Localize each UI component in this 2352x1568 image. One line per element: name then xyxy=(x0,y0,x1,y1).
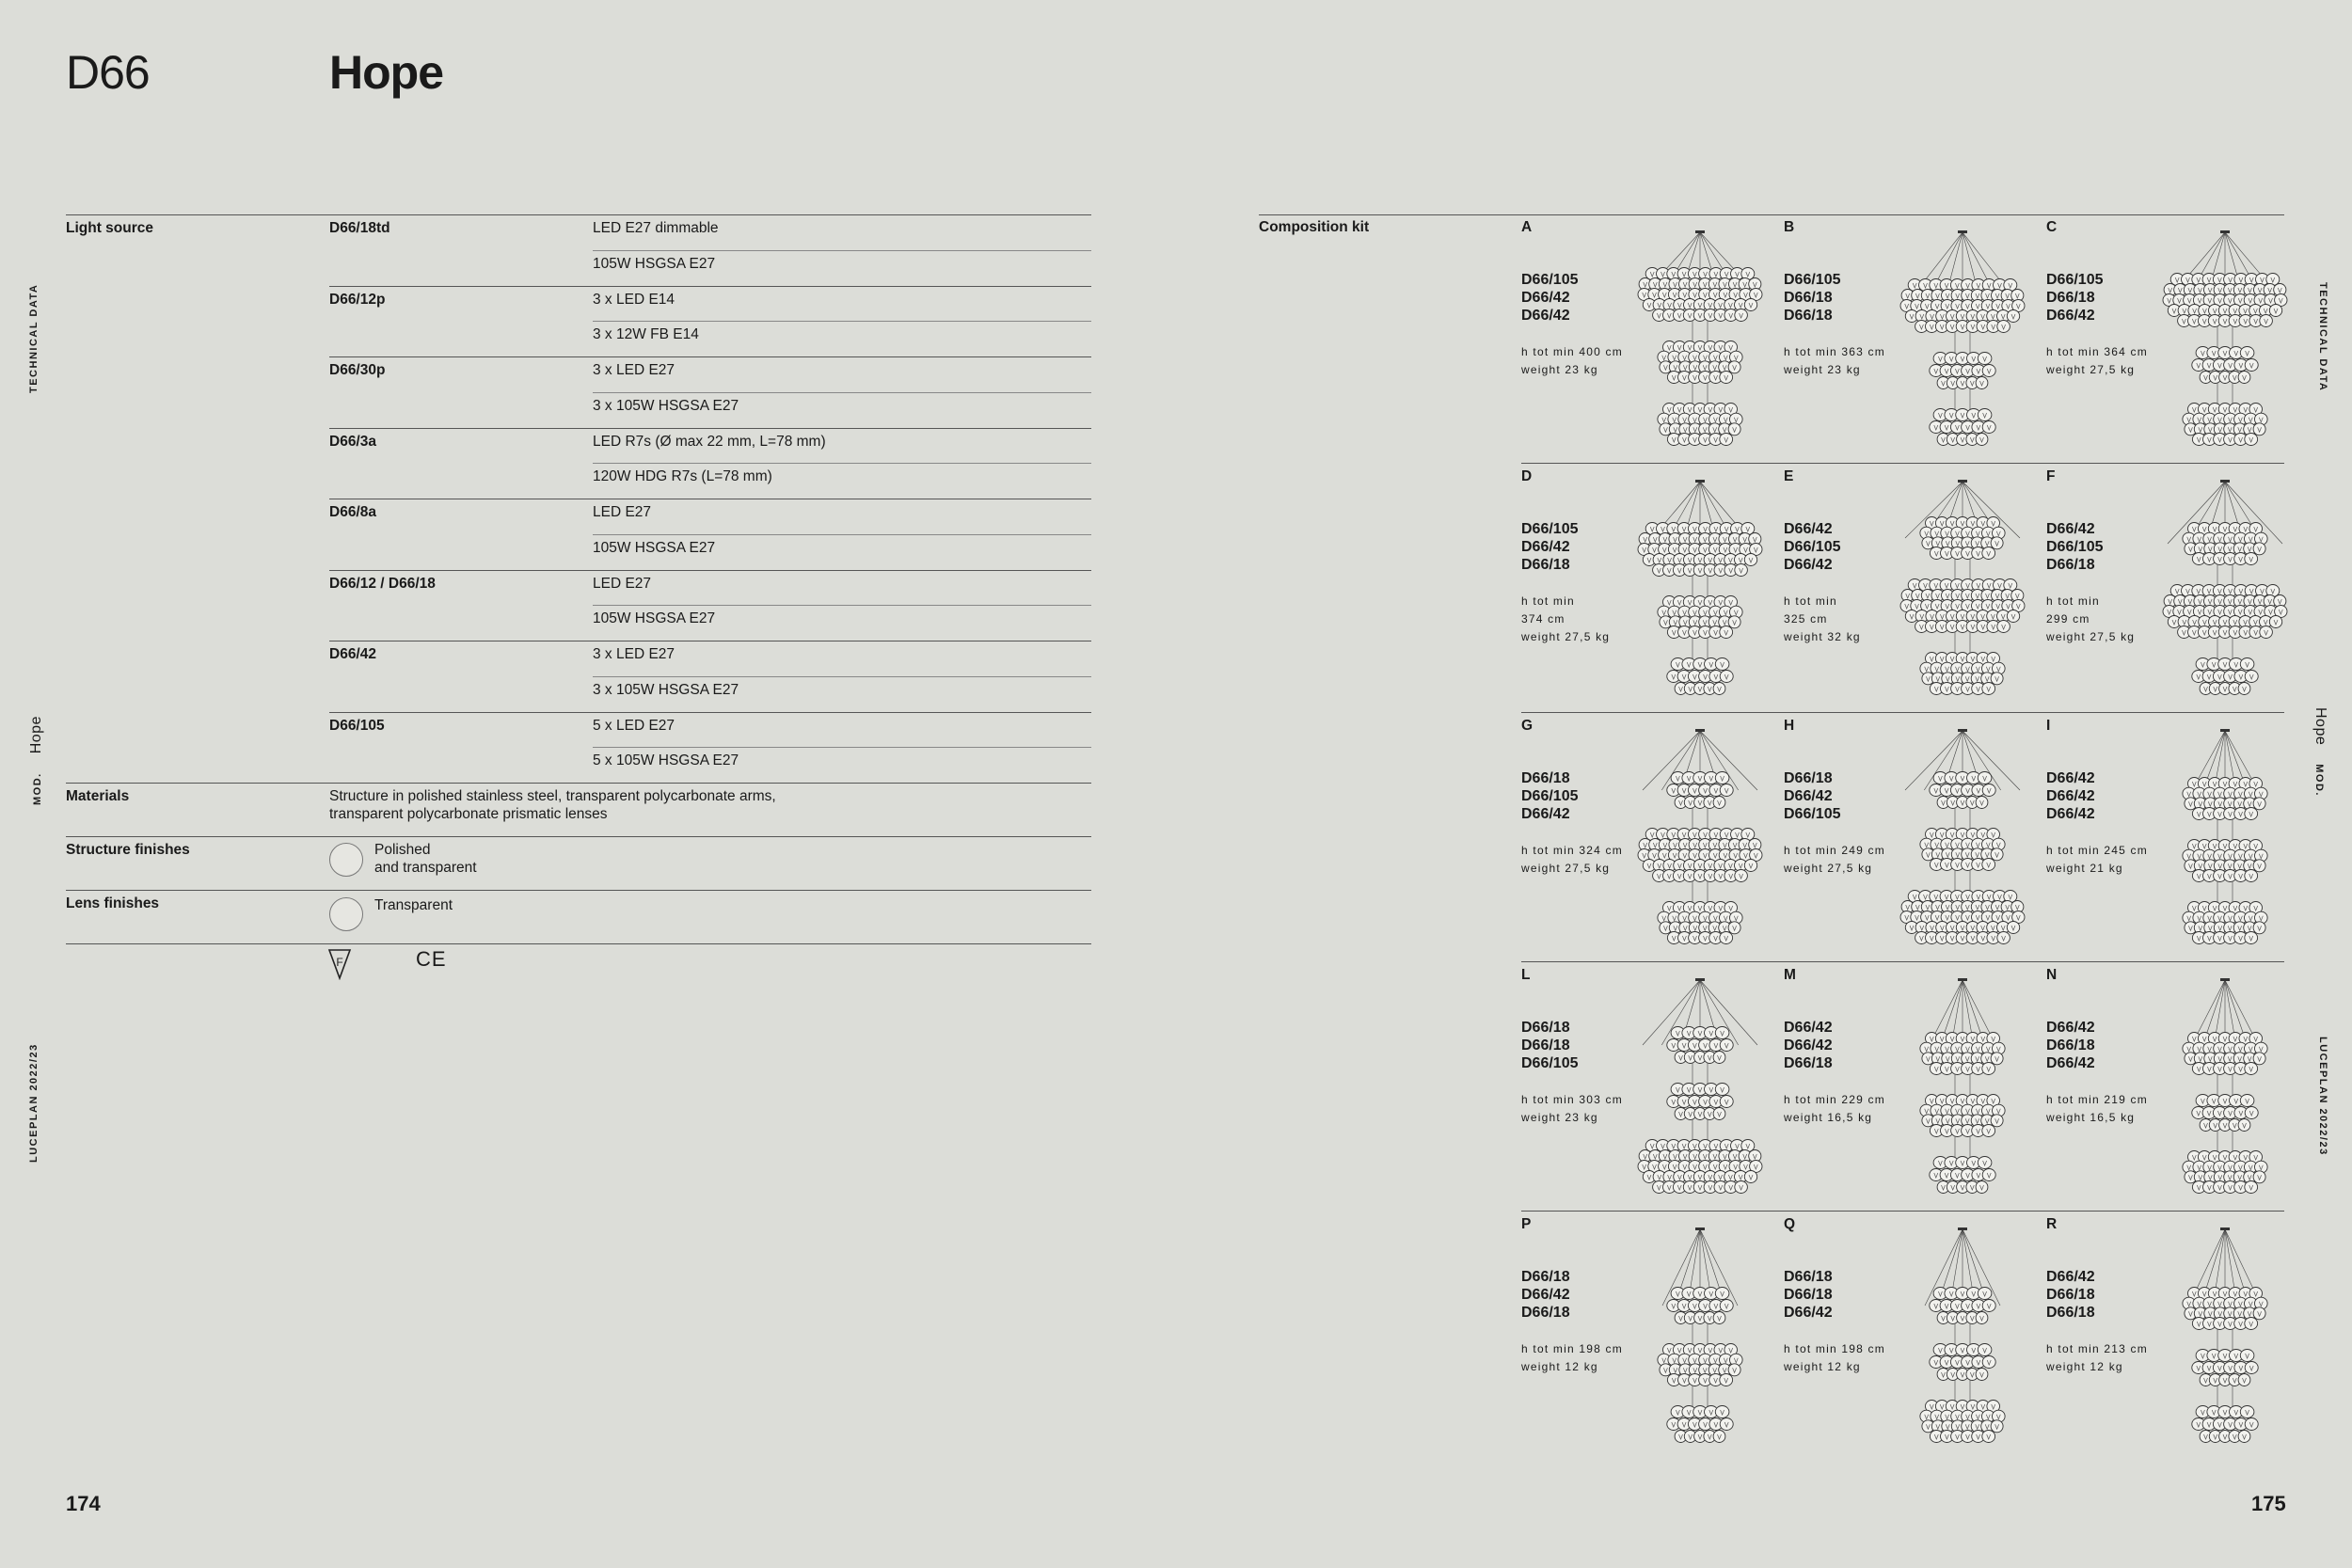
kit-modules xyxy=(2046,1268,2095,1322)
kit-module: D66/105 xyxy=(2046,539,2104,555)
materials-line-2: transparent polycarbonate prismatic lenses xyxy=(329,806,608,822)
f-mark-letter: F xyxy=(336,956,343,969)
lamp-tier xyxy=(2192,1095,2258,1132)
table-top-rule xyxy=(66,214,1091,215)
kit-module: D66/105 xyxy=(1784,806,1841,822)
lamp-tier xyxy=(1658,1344,1742,1386)
kit-spec: 299 cm xyxy=(2046,612,2090,626)
light-source-item: 120W HDG R7s (L=78 mm) xyxy=(593,468,772,485)
kit-module: D66/18 xyxy=(2046,1305,2095,1321)
pendant-lamp-drawing xyxy=(1634,478,1766,700)
lamp-tier xyxy=(1920,1401,2005,1443)
kit-spec: weight 27,5 kg xyxy=(2046,630,2136,643)
kit-letter: A xyxy=(1521,219,1533,235)
pendant-lamp-drawing xyxy=(1897,1226,2028,1448)
kit-spec: h tot min 229 cm xyxy=(1784,1093,1885,1106)
kit-modules xyxy=(2046,769,2095,823)
pendant-lamp-drawing xyxy=(2159,1226,2291,1448)
pendant-lamp-drawing xyxy=(1634,976,1766,1198)
lamp-tier xyxy=(1667,1406,1733,1443)
light-source-item: 3 x 12W FB E14 xyxy=(593,326,699,343)
kit-module: D66/105 xyxy=(1784,272,1841,288)
kit-letter: D xyxy=(1521,468,1533,484)
light-source-item: 5 x LED E27 xyxy=(593,717,675,734)
lamp-tier xyxy=(1930,772,1995,809)
kit-module: D66/42 xyxy=(1521,539,1570,555)
kit-row-rule xyxy=(2046,961,2284,962)
lens-finishes-label: Lens finishes xyxy=(66,895,160,911)
kit-module: D66/42 xyxy=(1784,1020,1833,1036)
kit-module: D66/18 xyxy=(2046,1287,2095,1303)
item-rule xyxy=(593,392,1091,393)
kit-module: D66/18 xyxy=(1521,1305,1570,1321)
kit-spec: weight 27,5 kg xyxy=(1521,630,1611,643)
lamp-tier xyxy=(2163,274,2287,327)
composition-kit-item xyxy=(1521,967,1785,1215)
lamp-tier xyxy=(1667,1027,1733,1064)
kit-modules xyxy=(1521,271,1579,325)
lens-rule xyxy=(66,890,1091,891)
kit-module: D66/18 xyxy=(1784,1055,1833,1071)
lens-finish-value: Transparent xyxy=(374,897,453,913)
kit-spec: h tot min 364 cm xyxy=(2046,345,2148,358)
kit-letter: E xyxy=(1784,468,1794,484)
composition-kit-item xyxy=(1521,219,1785,467)
kit-module: D66/42 xyxy=(2046,1269,2095,1285)
lamp-tier xyxy=(1930,353,1995,389)
kit-module: D66/42 xyxy=(2046,788,2095,804)
kit-module: D66/18 xyxy=(1521,1269,1570,1285)
composition-kit-item xyxy=(2046,1216,2310,1465)
kit-module: D66/42 xyxy=(1521,1287,1570,1303)
kit-spec: weight 32 kg xyxy=(1784,630,1861,643)
kit-module: D66/18 xyxy=(1784,1269,1833,1285)
lamp-tier xyxy=(2183,840,2267,882)
kit-module: D66/42 xyxy=(1784,557,1833,573)
lamp-tier xyxy=(1900,279,2025,333)
group-rule xyxy=(329,356,1091,357)
kit-specs xyxy=(1784,1340,1885,1376)
kit-specs xyxy=(1784,842,1885,878)
kit-spec: weight 12 kg xyxy=(1521,1360,1598,1373)
kit-module: D66/105 xyxy=(1521,272,1579,288)
kit-spec: weight 27,5 kg xyxy=(2046,363,2136,376)
kit-specs xyxy=(1521,343,1623,379)
kit-spec: h tot min 249 cm xyxy=(1784,844,1885,857)
group-rule xyxy=(329,286,1091,287)
kit-row-rule xyxy=(1784,961,2046,962)
lamp-tier xyxy=(1920,653,2005,695)
light-source-item: 105W HSGSA E27 xyxy=(593,610,716,627)
composition-kit-item xyxy=(2046,219,2310,467)
item-rule xyxy=(593,605,1091,606)
light-source-model: D66/105 xyxy=(329,717,385,734)
kit-modules xyxy=(2046,1019,2095,1072)
light-source-item: 3 x LED E27 xyxy=(593,646,675,662)
light-source-item: LED E27 xyxy=(593,575,652,592)
kit-row-rule xyxy=(1521,961,1784,962)
lamp-tier xyxy=(1930,409,1995,446)
mod-label: MOD. xyxy=(32,772,43,805)
composition-kit-item xyxy=(1521,1216,1785,1465)
light-source-model: D66/8a xyxy=(329,504,376,520)
materials-rule xyxy=(66,783,1091,784)
product-code: D66 xyxy=(66,46,150,99)
lamp-tier xyxy=(2192,347,2258,384)
lamp-tier xyxy=(1920,829,2005,871)
kit-spec: weight 23 kg xyxy=(1784,363,1861,376)
kit-module: D66/18 xyxy=(2046,290,2095,306)
composition-kit-item xyxy=(2046,967,2310,1215)
lamp-tier xyxy=(1930,1344,1995,1381)
kit-letter: N xyxy=(2046,967,2058,983)
kit-letter: P xyxy=(1521,1216,1532,1232)
kit-top-rule xyxy=(1259,214,2284,215)
light-source-item: 3 x 105W HSGSA E27 xyxy=(593,397,739,414)
lamp-tier xyxy=(1658,596,1742,639)
mod-name: Hope xyxy=(2312,707,2328,746)
kit-row-rule xyxy=(1521,1211,1784,1212)
kit-letter: H xyxy=(1784,718,1795,734)
kit-module: D66/105 xyxy=(1784,539,1841,555)
pendant-lamp-drawing xyxy=(2159,229,2291,451)
pendant-lamp-drawing xyxy=(1897,229,2028,451)
kit-spec: h tot min 198 cm xyxy=(1521,1342,1623,1355)
light-source-item: 3 x LED E14 xyxy=(593,291,675,308)
lamp-tier xyxy=(1900,579,2025,633)
kit-row-rule xyxy=(1784,1211,2046,1212)
lamp-tier xyxy=(2192,658,2258,695)
kit-module: D66/42 xyxy=(1521,308,1570,324)
composition-kit-item xyxy=(1784,967,2047,1215)
kit-modules xyxy=(1784,271,1841,325)
pendant-lamp-drawing xyxy=(1897,976,2028,1198)
kit-specs xyxy=(1784,593,1861,646)
pendant-lamp-drawing xyxy=(1634,727,1766,949)
f-mark-icon xyxy=(327,948,352,985)
page-number-right: 175 xyxy=(2251,1492,2286,1515)
ce-mark-icon: CE xyxy=(416,947,447,971)
lamp-tier xyxy=(1920,1095,2005,1137)
light-source-item: 105W HSGSA E27 xyxy=(593,539,716,556)
composition-kit-item xyxy=(1784,219,2047,467)
composition-kit-item xyxy=(1784,718,2047,966)
kit-module: D66/42 xyxy=(1784,521,1833,537)
kit-row-rule xyxy=(1784,463,2046,464)
kit-module: D66/105 xyxy=(1521,1055,1579,1071)
pendant-lamp-drawing xyxy=(1634,229,1766,451)
kit-module: D66/105 xyxy=(2046,272,2104,288)
structure-finishes-label: Structure finishes xyxy=(66,842,190,858)
kit-row-rule xyxy=(2046,1211,2284,1212)
kit-specs xyxy=(1521,593,1610,646)
kit-specs xyxy=(2046,343,2148,379)
item-rule xyxy=(593,463,1091,464)
kit-specs xyxy=(1784,343,1885,379)
kit-row-rule xyxy=(1784,712,2046,713)
kit-spec: weight 27,5 kg xyxy=(1784,862,1873,875)
kit-modules xyxy=(1784,520,1841,574)
lamp-tier xyxy=(2183,1151,2267,1194)
kit-spec: h tot min 198 cm xyxy=(1784,1342,1885,1355)
kit-module: D66/42 xyxy=(2046,1020,2095,1036)
kit-specs xyxy=(2046,842,2148,878)
item-rule xyxy=(593,250,1091,251)
kit-module: D66/42 xyxy=(2046,308,2095,324)
kit-modules xyxy=(1784,1268,1833,1322)
light-source-model: D66/12 / D66/18 xyxy=(329,575,436,592)
kit-module: D66/42 xyxy=(1521,290,1570,306)
kit-spec: h tot min 213 cm xyxy=(2046,1342,2148,1355)
table-bottom-rule xyxy=(66,943,1091,944)
side-label-brand-left: LUCEPLAN 2022/23 xyxy=(28,1043,40,1163)
kit-module: D66/18 xyxy=(1784,290,1833,306)
pendant-lamp-drawing xyxy=(1897,727,2028,949)
group-rule xyxy=(329,712,1091,713)
kit-modules xyxy=(1521,520,1579,574)
kit-letter: L xyxy=(1521,967,1531,983)
page-number-left: 174 xyxy=(66,1492,101,1515)
kit-letter: F xyxy=(2046,468,2056,484)
kit-spec: h tot min 400 cm xyxy=(1521,345,1623,358)
kit-module: D66/18 xyxy=(1521,1037,1570,1053)
kit-spec: weight 23 kg xyxy=(1521,1111,1598,1124)
lamp-tier xyxy=(2192,1406,2258,1443)
lamp-tier xyxy=(1638,268,1762,322)
transparent-swatch xyxy=(329,897,363,931)
light-source-model: D66/18td xyxy=(329,220,390,236)
kit-module: D66/18 xyxy=(1784,1287,1833,1303)
kit-letter: R xyxy=(2046,1216,2058,1232)
side-label-mod-right xyxy=(2312,707,2328,797)
light-source-item: 105W HSGSA E27 xyxy=(593,255,716,272)
pendant-lamp-drawing xyxy=(1897,478,2028,700)
kit-specs xyxy=(2046,593,2135,646)
kit-module: D66/18 xyxy=(1521,770,1570,786)
kit-module: D66/18 xyxy=(2046,557,2095,573)
pendant-lamp-drawing xyxy=(2159,478,2291,700)
lamp-tier xyxy=(1667,1288,1733,1324)
kit-modules xyxy=(2046,271,2104,325)
kit-spec: h tot min 303 cm xyxy=(1521,1093,1623,1106)
kit-module: D66/42 xyxy=(1784,1037,1833,1053)
kit-spec: weight 16,5 kg xyxy=(1784,1111,1873,1124)
composition-kit-item xyxy=(1521,718,1785,966)
lamp-tier xyxy=(1658,341,1742,384)
composition-kit-item xyxy=(1784,1216,2047,1465)
kit-module: D66/42 xyxy=(1784,1305,1833,1321)
kit-modules xyxy=(1784,769,1841,823)
kit-spec: h tot min xyxy=(1784,594,1837,608)
kit-row-rule xyxy=(2046,712,2284,713)
kit-module: D66/42 xyxy=(1784,788,1833,804)
side-label-technical-right: TECHNICAL DATA xyxy=(2317,282,2328,392)
kit-specs xyxy=(2046,1340,2148,1376)
lamp-tier xyxy=(1638,829,1762,882)
kit-letter: C xyxy=(2046,219,2058,235)
kit-module: D66/18 xyxy=(1784,770,1833,786)
side-label-technical-left: TECHNICAL DATA xyxy=(28,283,40,393)
lamp-tier xyxy=(2163,585,2287,639)
lamp-tier xyxy=(1658,902,1742,944)
kit-letter: Q xyxy=(1784,1216,1796,1232)
kit-spec: h tot min xyxy=(2046,594,2100,608)
light-source-item: 3 x LED E27 xyxy=(593,362,675,378)
lamp-tier xyxy=(1667,658,1733,695)
kit-spec: weight 21 kg xyxy=(2046,862,2123,875)
kit-specs xyxy=(1521,1091,1623,1127)
side-label-brand-right: LUCEPLAN 2022/23 xyxy=(2317,1037,2328,1156)
kit-specs xyxy=(1784,1091,1885,1127)
composition-kit-label: Composition kit xyxy=(1259,219,1370,235)
kit-spec: h tot min 324 cm xyxy=(1521,844,1623,857)
kit-spec: weight 23 kg xyxy=(1521,363,1598,376)
kit-spec: weight 12 kg xyxy=(2046,1360,2123,1373)
mod-label: MOD. xyxy=(2313,764,2325,797)
item-rule xyxy=(593,321,1091,322)
lamp-tier xyxy=(1658,404,1742,446)
kit-modules xyxy=(1521,1268,1570,1322)
materials-line-1: Structure in polished stainless steel, transparent polycarbonate arms, xyxy=(329,788,776,804)
lamp-tier xyxy=(1930,1157,1995,1194)
kit-letter: B xyxy=(1784,219,1795,235)
kit-row-rule xyxy=(1521,712,1784,713)
kit-module: D66/42 xyxy=(2046,521,2095,537)
kit-module: D66/105 xyxy=(1521,788,1579,804)
kit-module: D66/18 xyxy=(1521,1020,1570,1036)
composition-kit-item xyxy=(2046,718,2310,966)
side-label-mod-left xyxy=(28,716,45,805)
kit-module: D66/42 xyxy=(1521,806,1570,822)
light-source-item: LED E27 dimmable xyxy=(593,220,719,236)
item-rule xyxy=(593,534,1091,535)
kit-module: D66/42 xyxy=(2046,770,2095,786)
kit-module: D66/42 xyxy=(2046,1055,2095,1071)
lamp-tier xyxy=(2183,404,2267,446)
item-rule xyxy=(593,676,1091,677)
lamp-tier xyxy=(1667,772,1733,809)
lamp-tier xyxy=(2192,1350,2258,1386)
kit-row-rule xyxy=(1521,463,1784,464)
kit-module: D66/18 xyxy=(1784,308,1833,324)
kit-specs xyxy=(1521,842,1623,878)
lamp-tier xyxy=(1900,891,2025,944)
lamp-tier xyxy=(1638,1140,1762,1194)
kit-spec: 325 cm xyxy=(1784,612,1828,626)
lamp-tier xyxy=(2183,902,2267,944)
kit-module: D66/18 xyxy=(1521,557,1570,573)
structure-finish-line-1: Polished xyxy=(374,842,431,858)
light-source-model: D66/3a xyxy=(329,433,376,450)
composition-kit-item xyxy=(1784,468,2047,717)
kit-specs xyxy=(2046,1091,2148,1127)
kit-spec: h tot min 363 cm xyxy=(1784,345,1885,358)
kit-module: D66/105 xyxy=(1521,521,1579,537)
pendant-lamp-drawing xyxy=(1634,1226,1766,1448)
kit-module: D66/42 xyxy=(2046,806,2095,822)
lamp-tier xyxy=(1667,1084,1733,1120)
group-rule xyxy=(329,428,1091,429)
kit-spec: 374 cm xyxy=(1521,612,1565,626)
kit-row-rule xyxy=(2046,463,2284,464)
pendant-lamp-drawing xyxy=(2159,976,2291,1198)
kit-letter: I xyxy=(2046,718,2051,734)
kit-modules xyxy=(2046,520,2104,574)
kit-spec: weight 16,5 kg xyxy=(2046,1111,2136,1124)
kit-specs xyxy=(1521,1340,1623,1376)
structure-rule xyxy=(66,836,1091,837)
kit-spec: h tot min 245 cm xyxy=(2046,844,2148,857)
polished-swatch xyxy=(329,843,363,877)
kit-spec: h tot min xyxy=(1521,594,1575,608)
materials-label: Materials xyxy=(66,788,130,804)
kit-spec: h tot min 219 cm xyxy=(2046,1093,2148,1106)
item-rule xyxy=(593,747,1091,748)
pendant-lamp-drawing xyxy=(2159,727,2291,949)
composition-kit-item xyxy=(1521,468,1785,717)
group-rule xyxy=(329,570,1091,571)
lamp-tier xyxy=(1930,1288,1995,1324)
kit-modules xyxy=(1521,1019,1579,1072)
kit-letter: G xyxy=(1521,718,1534,734)
kit-modules xyxy=(1521,769,1579,823)
kit-spec: weight 27,5 kg xyxy=(1521,862,1611,875)
light-source-item: 5 x 105W HSGSA E27 xyxy=(593,752,739,769)
light-source-model: D66/30p xyxy=(329,362,386,378)
mod-name: Hope xyxy=(28,716,44,754)
light-source-item: LED E27 xyxy=(593,504,652,520)
light-source-item: 3 x 105W HSGSA E27 xyxy=(593,681,739,698)
composition-kit-item xyxy=(2046,468,2310,717)
light-source-item: LED R7s (Ø max 22 mm, L=78 mm) xyxy=(593,433,826,450)
structure-finish-line-2: and transparent xyxy=(374,860,477,876)
kit-modules xyxy=(1784,1019,1833,1072)
kit-module: D66/18 xyxy=(2046,1037,2095,1053)
light-source-model: D66/42 xyxy=(329,646,376,662)
product-name: Hope xyxy=(329,46,443,99)
kit-letter: M xyxy=(1784,967,1796,983)
light-source-label: Light source xyxy=(66,220,154,236)
lamp-tier xyxy=(1638,523,1762,577)
kit-spec: weight 12 kg xyxy=(1784,1360,1861,1373)
light-source-model: D66/12p xyxy=(329,291,386,308)
